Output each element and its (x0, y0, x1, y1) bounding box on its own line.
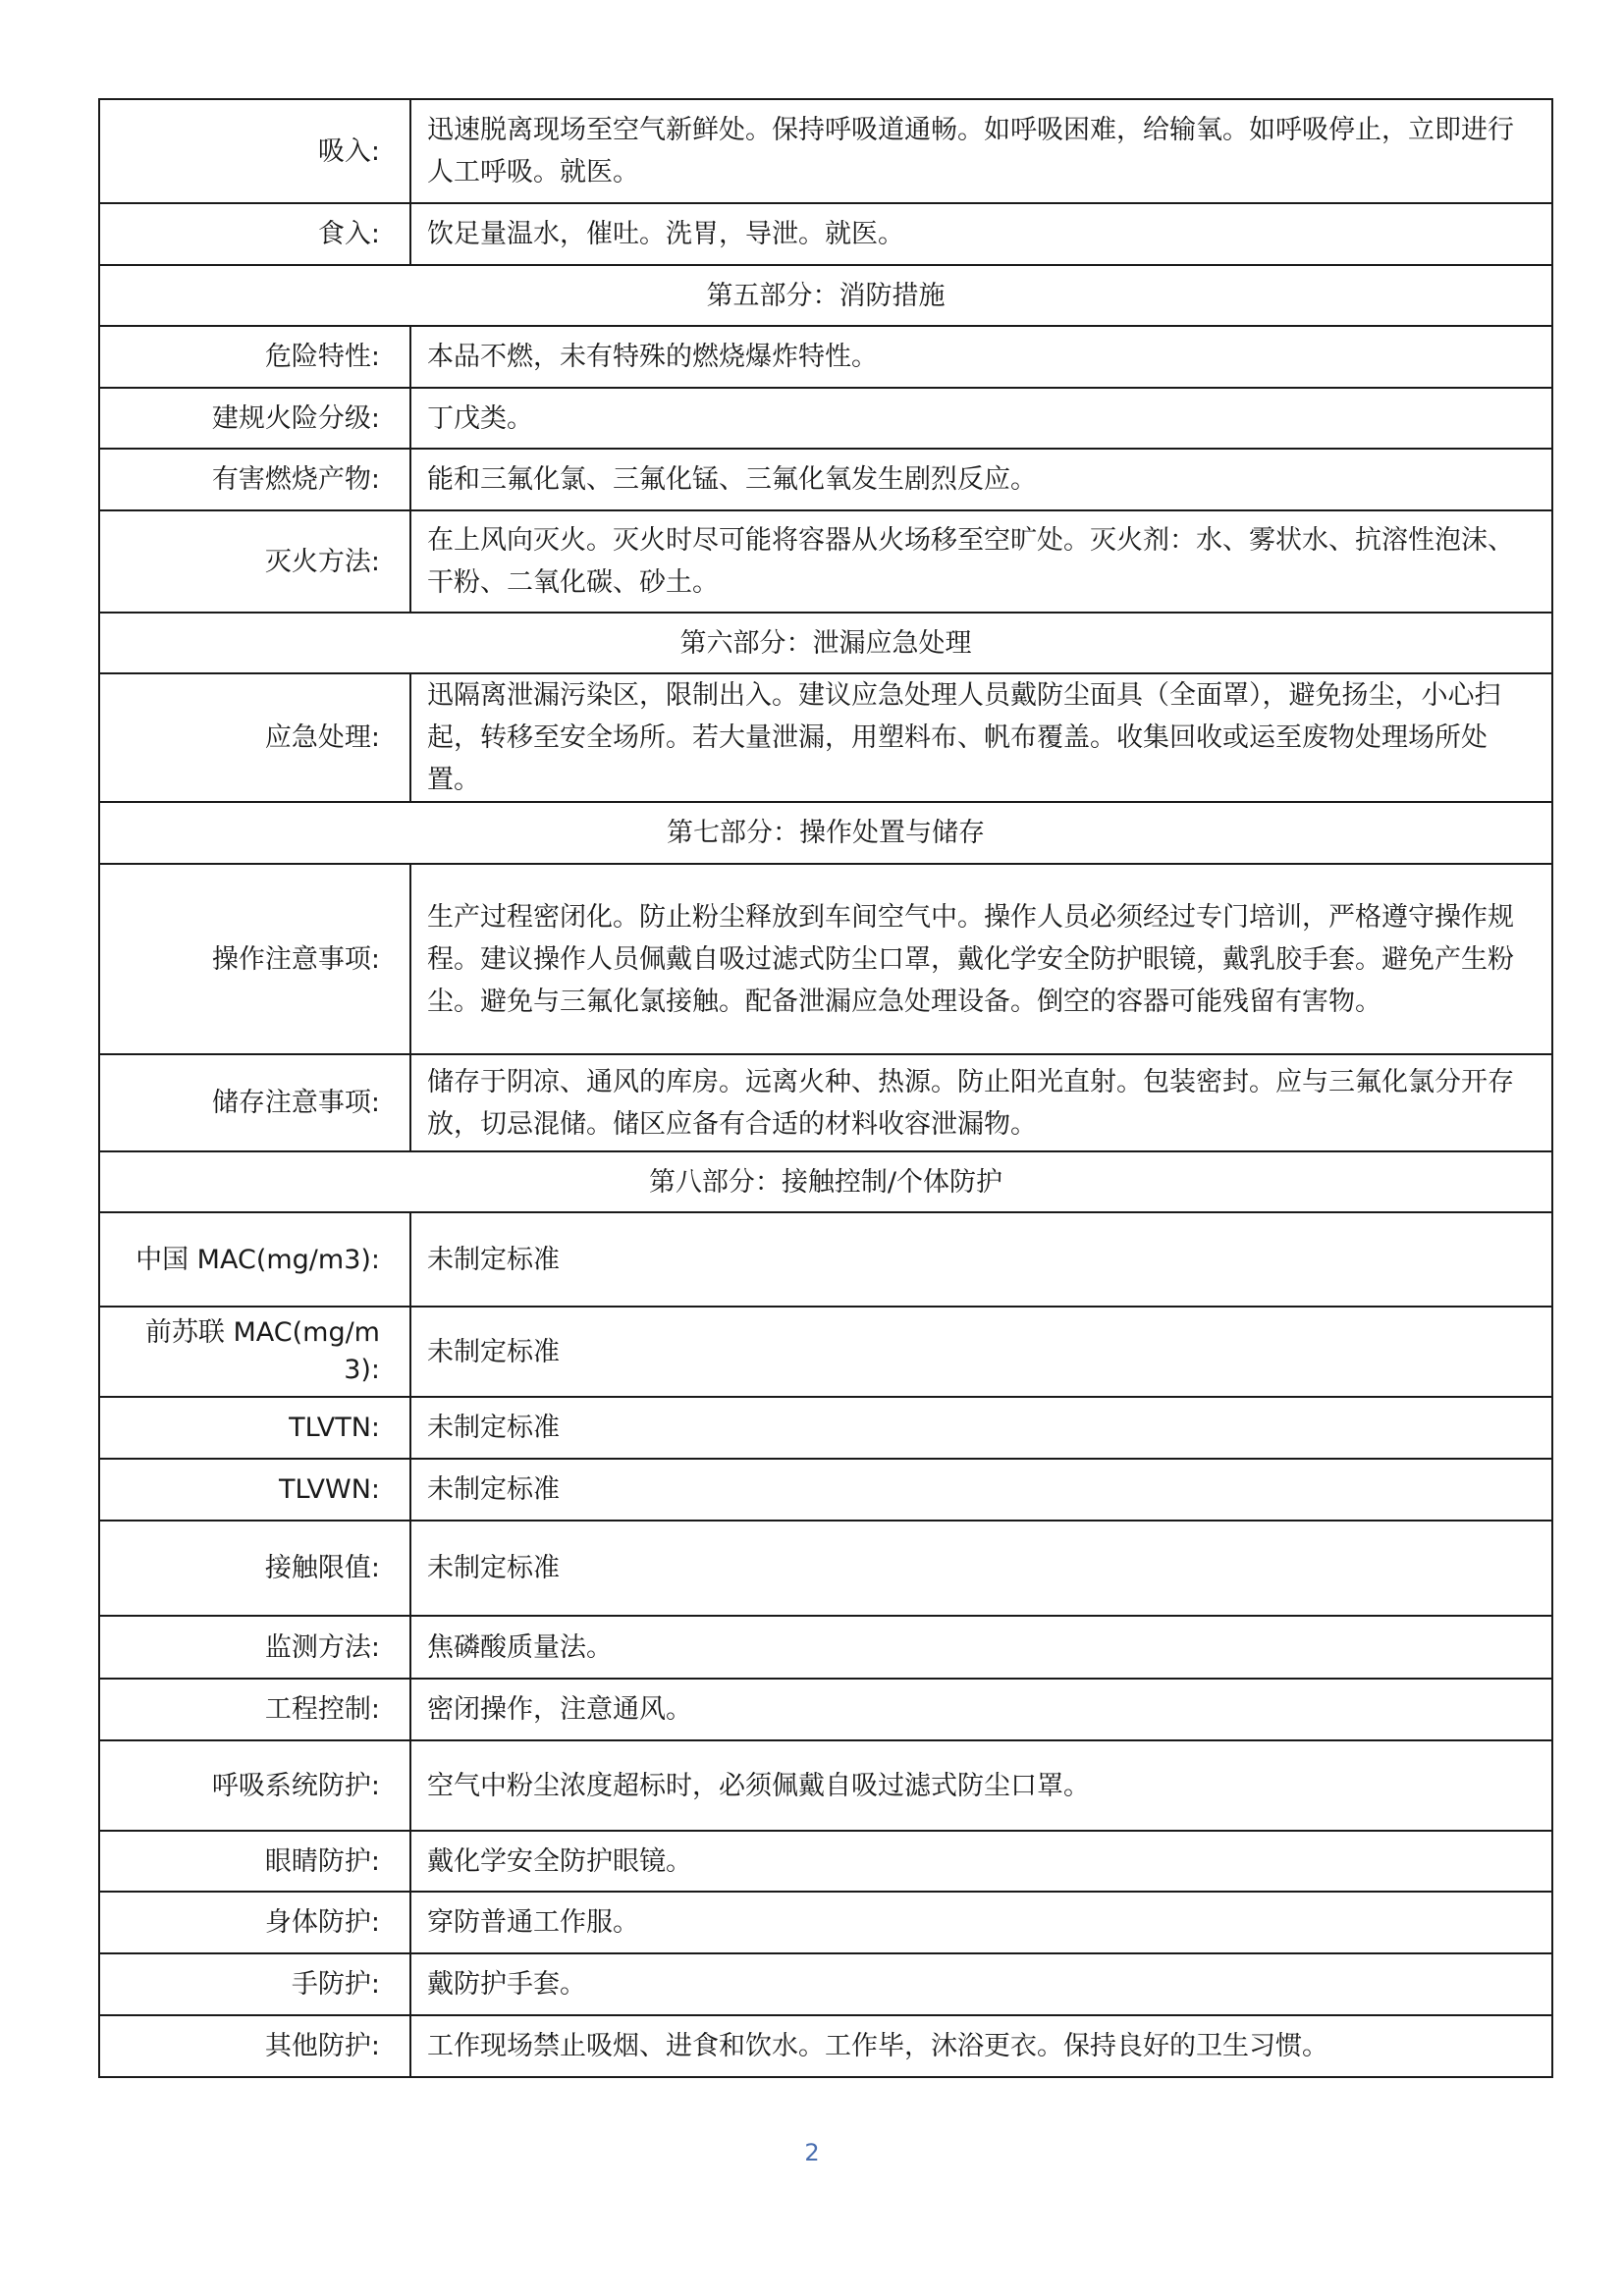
table-row (99, 1521, 1552, 1616)
table-row (99, 326, 1552, 388)
table-row (99, 1616, 1552, 1679)
page-number: 2 (804, 2139, 820, 2166)
row-label: 前苏联 MAC(mg/m3): (99, 1307, 410, 1397)
row-value: 未制定标准 (410, 1212, 1552, 1307)
section-header-row (99, 613, 1552, 673)
row-label: 其他防护: (99, 2015, 410, 2077)
table-row (99, 1953, 1552, 2015)
table-row (99, 2015, 1552, 2077)
row-value: 丁戊类。 (410, 388, 1552, 449)
row-value: 未制定标准 (410, 1459, 1552, 1521)
section-header-row (99, 1151, 1552, 1212)
row-label: 手防护: (99, 1953, 410, 2015)
row-label: TLVTN: (99, 1397, 410, 1459)
table-row (99, 1212, 1552, 1307)
row-label: 灭火方法: (99, 510, 410, 613)
row-value: 饮足量温水，催吐。洗胃，导泄。就医。 (410, 203, 1552, 265)
row-value: 密闭操作，注意通风。 (410, 1679, 1552, 1740)
row-value: 未制定标准 (410, 1307, 1552, 1397)
row-value: 空气中粉尘浓度超标时，必须佩戴自吸过滤式防尘口罩。 (410, 1740, 1552, 1831)
row-label: 应急处理: (99, 673, 410, 802)
row-value: 迅隔离泄漏污染区，限制出入。建议应急处理人员戴防尘面具（全面罩），避免扬尘，小心扫起，转移至安全场所。若大量泄漏，用塑料布、帆布覆盖。收集回收或运至废物处理场所处置。 (410, 673, 1552, 802)
row-label: 食入: (99, 203, 410, 265)
row-label: 操作注意事项: (99, 864, 410, 1054)
table-row (99, 388, 1552, 449)
row-label: 危险特性: (99, 326, 410, 388)
table-row (99, 449, 1552, 510)
section-title: 第六部分：泄漏应急处理 (99, 613, 1552, 673)
table-row (99, 1054, 1552, 1151)
row-value: 戴防护手套。 (410, 1953, 1552, 2015)
row-value: 穿防普通工作服。 (410, 1892, 1552, 1953)
row-value: 工作现场禁止吸烟、进食和饮水。工作毕，沐浴更衣。保持良好的卫生习惯。 (410, 2015, 1552, 2077)
section-header-row (99, 265, 1552, 326)
table-row (99, 1892, 1552, 1953)
msds-table (98, 98, 1553, 2078)
row-label: 呼吸系统防护: (99, 1740, 410, 1831)
row-label: 吸入: (99, 99, 410, 203)
row-value: 未制定标准 (410, 1397, 1552, 1459)
row-value: 生产过程密闭化。防止粉尘释放到车间空气中。操作人员必须经过专门培训，严格遵守操作规程。建议操作人员佩戴自吸过滤式防尘口罩，戴化学安全防护眼镜，戴乳胶手套。避免产生粉尘。避免与三氟化氯接触。配备泄漏应急处理设备。倒空的容器可能残留有害物。 (410, 864, 1552, 1054)
table-row (99, 1831, 1552, 1892)
section-title: 第八部分：接触控制/个体防护 (99, 1151, 1552, 1212)
row-label: 监测方法: (99, 1616, 410, 1679)
row-label: TLVWN: (99, 1459, 410, 1521)
table-row (99, 1459, 1552, 1521)
row-value: 能和三氟化氯、三氟化锰、三氟化氧发生剧烈反应。 (410, 449, 1552, 510)
row-value: 迅速脱离现场至空气新鲜处。保持呼吸道通畅。如呼吸困难，给输氧。如呼吸停止，立即进行人工呼吸。就医。 (410, 99, 1552, 203)
section-title: 第五部分：消防措施 (99, 265, 1552, 326)
section-header-row (99, 802, 1552, 864)
table-row (99, 203, 1552, 265)
row-label: 接触限值: (99, 1521, 410, 1616)
row-value: 本品不燃，未有特殊的燃烧爆炸特性。 (410, 326, 1552, 388)
table-row (99, 99, 1552, 203)
row-label: 有害燃烧产物: (99, 449, 410, 510)
table-row (99, 1307, 1552, 1397)
row-label: 工程控制: (99, 1679, 410, 1740)
table-row (99, 864, 1552, 1054)
row-value: 未制定标准 (410, 1521, 1552, 1616)
row-value: 焦磷酸质量法。 (410, 1616, 1552, 1679)
row-label: 眼睛防护: (99, 1831, 410, 1892)
row-value: 在上风向灭火。灭火时尽可能将容器从火场移至空旷处。灭火剂：水、雾状水、抗溶性泡沫、干粉、二氧化碳、砂土。 (410, 510, 1552, 613)
row-label: 储存注意事项: (99, 1054, 410, 1151)
section-title: 第七部分：操作处置与储存 (99, 802, 1552, 864)
row-value: 戴化学安全防护眼镜。 (410, 1831, 1552, 1892)
table-row (99, 510, 1552, 613)
table-row (99, 1397, 1552, 1459)
row-label: 身体防护: (99, 1892, 410, 1953)
row-value: 储存于阴凉、通风的库房。远离火种、热源。防止阳光直射。包装密封。应与三氟化氯分开存放，切忌混储。储区应备有合适的材料收容泄漏物。 (410, 1054, 1552, 1151)
table-row (99, 673, 1552, 802)
table-row (99, 1740, 1552, 1831)
table-row (99, 1679, 1552, 1740)
row-label: 建规火险分级: (99, 388, 410, 449)
row-label: 中国 MAC(mg/m3): (99, 1212, 410, 1307)
